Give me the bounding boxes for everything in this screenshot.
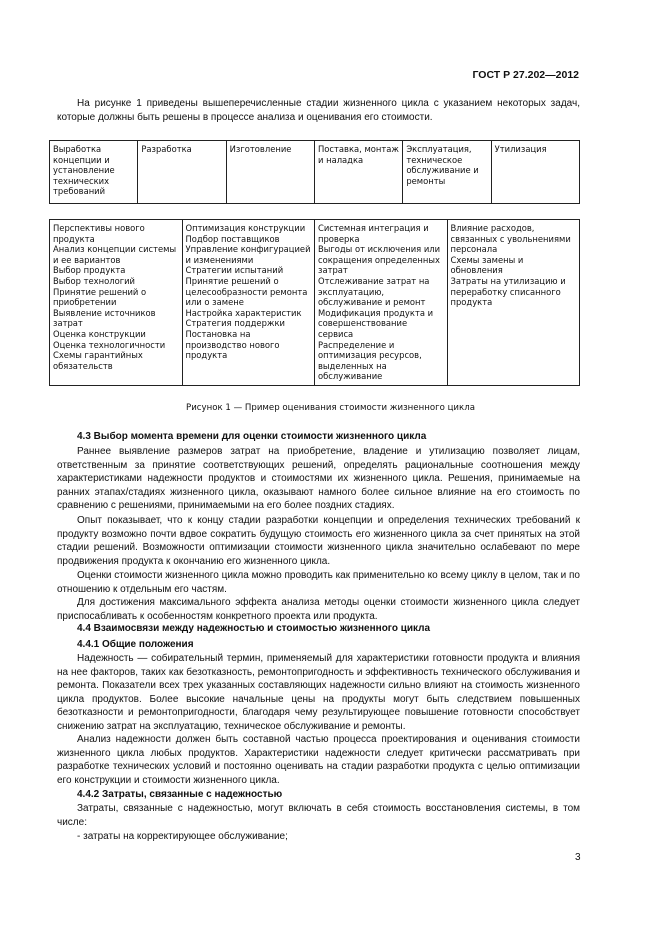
tasks-cell: Оптимизация конструкции Подбор поставщиков Управление конфигурацией и изменениями Стратегии испытаний Принятие решений о целесообразности ремонта или о замене Настройка характеристик Стратегия поддержки Постановка на производство нового продукта <box>182 220 315 386</box>
paragraph: Опыт показывает, что к концу стадии разработки концепции и определения технических требований к продукту возможно почти вдвое сократить будущую стоимость его жизненного цикла за счет принятых на этой стадии решений. Возможности оптимизации стоимости жизненного цикла значительно ослабевают по мере продвижения продукта к окончанию его жизненного цикла. <box>57 515 580 567</box>
stage-cell: Утилизация <box>491 141 579 204</box>
paragraph: Затраты, связанные с надежностью, могут включать в себя стоимость восстановления системы, в том числе: <box>57 803 580 828</box>
paragraph: Надежность — собирательный термин, применяемый для характеристики готовности продукта и влияния на нее факторов, таких как безотказность, ремонтопригодность и эффективность технического обслуживания и ремонта. Показатели всех трех указанных составляющих надежности сильно влияют на стоимость жизненного цикла продуктов. Более высокие начальные цены на продукты могут быть следствием повышенных безотказности и ремонтопригодности, благодаря чему результирующее повышение готовности способствует снижению затрат на эксплуатацию, техническое обслуживание и ремонты. <box>57 653 580 732</box>
tasks-cell: Системная интеграция и проверка Выгоды от исключения или сокращения определенных затрат Отслеживание затрат на эксплуатацию, обслуживание и ремонт Модификация продукта и совершенствование сервиса Распределение и оптимизация ресурсов, выделенных на обслуживание <box>315 220 448 386</box>
stage-cell: Поставка, монтаж и наладка <box>314 141 402 204</box>
stage-cell: Изготовление <box>226 141 314 204</box>
section-4-3-heading: 4.3 Выбор момента времени для оценки стоимости жизненного цикла <box>77 431 427 442</box>
paragraph: Для достижения максимального эффекта анализа методы оценки стоимости жизненного цикла следует приспосабливать к особенностям конкретного проекта или продукта. <box>57 597 580 622</box>
paragraph: Раннее выявление размеров затрат на приобретение, владение и утилизацию позволяет лицам, ответственным за принятие соответствующих решений, определять рациональные соотношения между характеристиками надежности продуктов и стоимостями их жизненного цикла. Решения, принимаемые на ранних этапах/стадиях жизненного цикла, оказывают намного более сильное влияние на его стоимость по сравнению с решениями, принимаемыми на его более поздних стадиях. <box>57 446 580 512</box>
list-item: - затраты на корректирующее обслуживание; <box>77 831 288 842</box>
stage-cell: Разработка <box>138 141 226 204</box>
paragraph: Анализ надежности должен быть составной частью процесса проектирования и оценивания стоимости жизненного цикла любых продуктов. Характеристики надежности следует критически рассматривать при разработке технических условий и постоянно оценивать на стадии разработки продукта с целью оптимизации его конструкции и стоимости жизненного цикла. <box>57 734 580 786</box>
stage-cell: Эксплуатация, техническое обслуживание и ремонты <box>403 141 491 204</box>
lifecycle-stages-row <box>49 140 580 204</box>
tasks-cell: Влияние расходов, связанных с увольнениями персонала Схемы замены и обновления Затраты на утилизацию и переработку списанного продукта <box>447 220 580 386</box>
figure-caption: Рисунок 1 — Пример оценивания стоимости жизненного цикла <box>186 403 475 413</box>
tasks-cell: Перспективы нового продукта Анализ концепции системы и ее вариантов Выбор продукта Выбор технологий Принятие решений о приобретении Выявление источников затрат Оценка конструкции Оценка технологичности Схемы гарантийных обязательств <box>50 220 183 386</box>
standard-header: ГОСТ Р 27.202—2012 <box>472 69 579 81</box>
section-4-4-heading: 4.4 Взаимосвязи между надежностью и стоимостью жизненного цикла <box>77 623 431 634</box>
intro-paragraph: На рисунке 1 приведены вышеперечисленные стадии жизненного цикла с указанием некоторых задач, которые должны быть решены в процессе анализа и оценивания его стоимости. <box>57 98 580 123</box>
section-4-4-2-heading: 4.4.2 Затраты, связанные с надежностью <box>77 789 283 800</box>
stage-cell: Выработка концепции и установление технических требований <box>50 141 138 204</box>
section-4-4-1-heading: 4.4.1 Общие положения <box>77 639 194 650</box>
paragraph: Оценки стоимости жизненного цикла можно проводить как применительно ко всему циклу в целом, так и по отношению к отдельным его частям. <box>57 570 580 595</box>
lifecycle-tasks-row <box>49 219 580 386</box>
page-number: 3 <box>575 852 581 863</box>
